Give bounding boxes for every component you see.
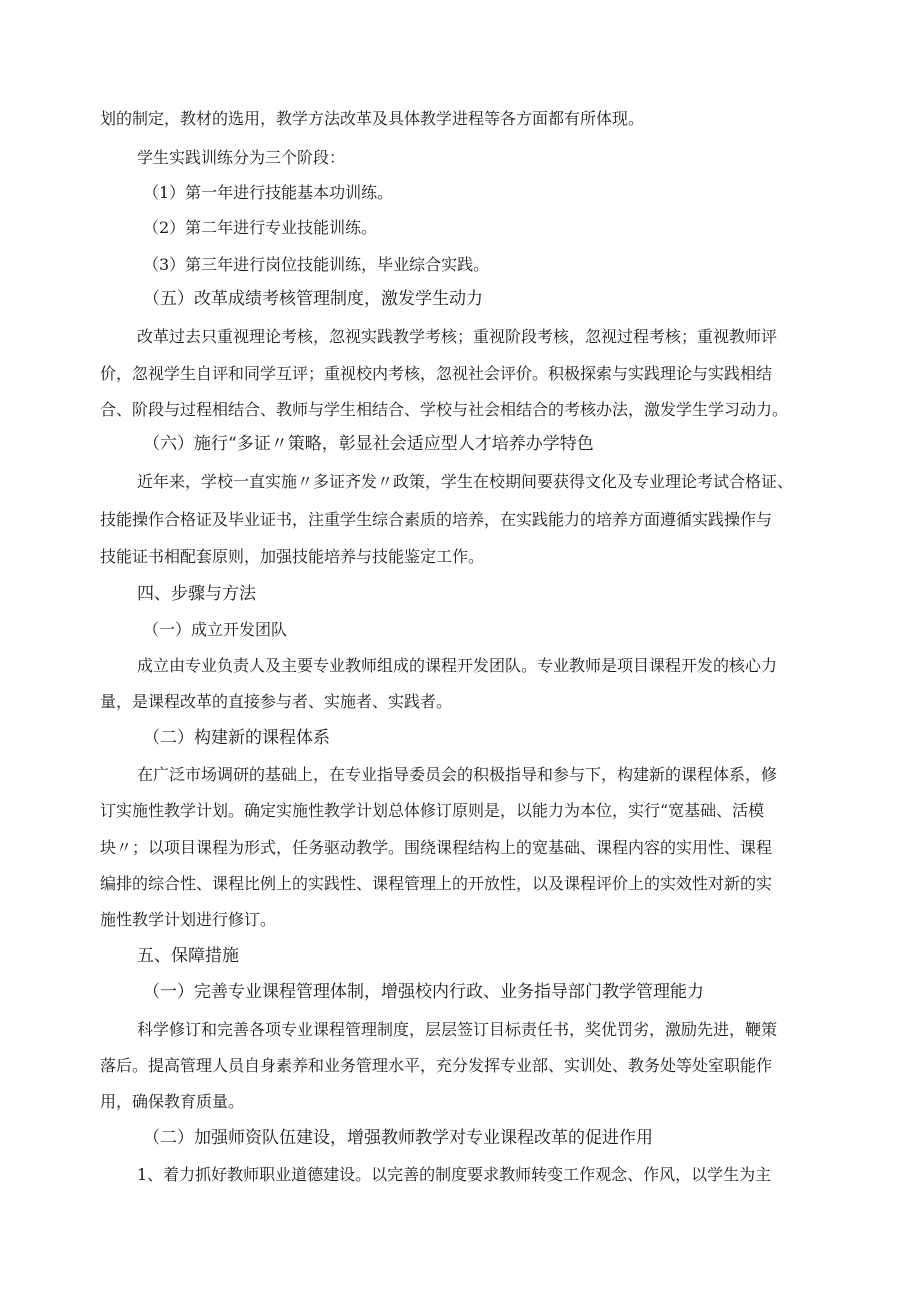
text-line: 用，确保教育质量。 bbox=[100, 1092, 245, 1111]
chapter-heading: 五、保障措施 bbox=[137, 946, 239, 966]
text-line: 1、着力抓好教师职业道德建设。以完善的制度要求教师转变工作观念、作风，以学生为主 bbox=[137, 1165, 772, 1184]
section-heading: （六）施行“多证〃策略，彰显社会适应型人才培养办学特色 bbox=[143, 434, 594, 454]
text-line: 技能操作合格证及毕业证书，注重学生综合素质的培养，在实践能力的培养方面遵循实践操作与 bbox=[100, 510, 773, 529]
text-line: 近年来，学校一直实施〃多证齐发〃政策，学生在校期间要获得文化及专业理论考试合格证、 bbox=[137, 472, 794, 491]
text-line: 科学修订和完善各项专业课程管理制度，层层签订目标责任书，奖优罚劣，激励先进，鞭策 bbox=[137, 1020, 778, 1039]
text-line: 划的制定，教材的选用，教学方法改革及具体教学进程等各方面都有所体现。 bbox=[100, 109, 645, 128]
section-heading: （二）构建新的课程体系 bbox=[143, 728, 330, 748]
text-line: 合、阶段与过程相结合、教师与学生相结合、学校与社会相结合的考核办法，激发学生学习动力。 bbox=[100, 400, 789, 419]
text-line: 成立由专业负责人及主要专业教师组成的课程开发团队。专业教师是项目课程开发的核心力 bbox=[137, 656, 778, 675]
section-heading: （二）加强师资队伍建设，增强教师教学对专业课程改革的促进作用 bbox=[143, 1128, 653, 1148]
text-line: 在广泛市场调研的基础上，在专业指导委员会的积极指导和参与下，构建新的课程体系，修 bbox=[137, 765, 778, 784]
section-heading: （一）成立开发团队 bbox=[143, 620, 288, 639]
text-line: 施性教学计划进行修订。 bbox=[100, 910, 277, 929]
text-line: 价，忽视学生自评和同学互评；重视校内考核，忽视社会评价。积极探索与实践理论与实践相结 bbox=[100, 364, 773, 383]
text-line: 编排的综合性、课程比例上的实践性、课程管理上的开放性，以及课程评价上的实效性对新的实 bbox=[100, 874, 773, 893]
section-heading: （一）完善专业课程管理体制，增强校内行政、业务指导部门教学管理能力 bbox=[143, 982, 704, 1002]
text-line: 订实施性教学计划。确定实施性教学计划总体修订原则是，以能力为本位，实行“宽基础、活模 bbox=[100, 801, 765, 820]
list-item: （1）第一年进行技能基本功训练。 bbox=[143, 183, 394, 202]
chapter-heading: 四、步骤与方法 bbox=[137, 584, 256, 604]
text-line: 量，是课程改革的直接参与者、实施者、实践者。 bbox=[100, 692, 453, 711]
text-line: 技能证书相配套原则，加强技能培养与技能鉴定工作。 bbox=[100, 547, 485, 566]
list-item: （2）第二年进行专业技能训练。 bbox=[143, 218, 378, 237]
text-line: 落后。提高管理人员自身素养和业务管理水平，充分发挥专业部、实训处、教务处等处室职能作 bbox=[100, 1056, 773, 1075]
text-line: 块〃；以项目课程为形式，任务驱动教学。围绕课程结构上的宽基础、课程内容的实用性、课程 bbox=[100, 838, 773, 857]
list-item: （3）第三年进行岗位技能训练，毕业综合实践。 bbox=[143, 255, 490, 274]
text-line: 改革过去只重视理论考核，忽视实践教学考核；重视阶段考核，忽视过程考核；重视教师评 bbox=[137, 327, 778, 346]
text-line: 学生实践训练分为三个阶段： bbox=[137, 148, 346, 167]
section-heading: （五）改革成绩考核管理制度，激发学生动力 bbox=[143, 289, 483, 309]
